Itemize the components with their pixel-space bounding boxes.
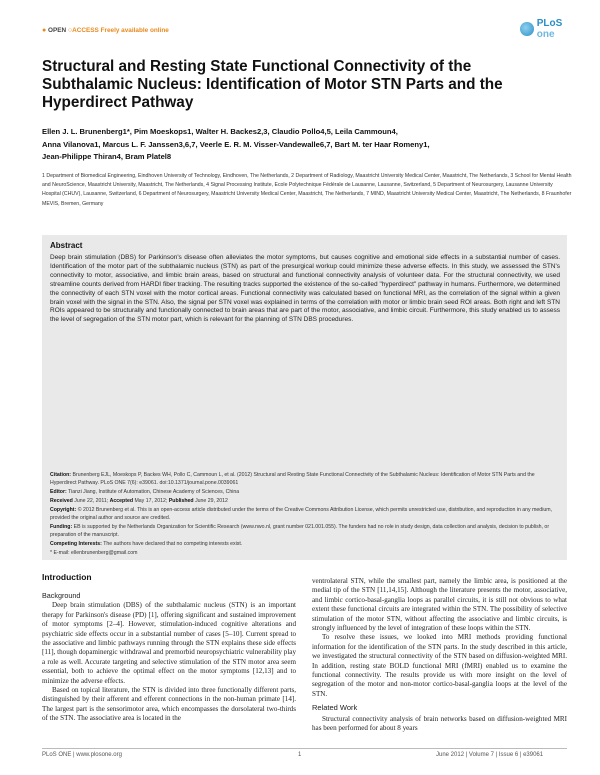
related-work-heading: Related Work [312,703,358,713]
footer-page-number: 1 [298,752,302,758]
competing-interests-label: Competing Interests: [50,540,102,547]
background-subheading: Background [42,591,81,600]
funding-label: Funding: [50,523,73,530]
intro-paragraph: Based on topical literature, the STN is divided into three functionally different parts, distinguished by their afferent and efferent connections in the non-human primate [14]. The largest part is the sensorimotor area, which encompasses the dorsolateral two-thirds of the STN. The associative area is located in the [42,686,296,723]
intro-paragraph: To resolve these issues, we looked into MRI methods providing functional information for the identification of the STN parts. In the study described in this article, we investigated the structural connectivity of the STN based on diffusion-weighted MRI. In addition, resting state BOLD functional MRI (fMRI) enabled us to examine the functional connectivity. The results provide us with more insight on the level of segregation of the motor and non-motor cortico-basal-ganglia loops at the level of the STN. [312,633,567,698]
copyright-text: © 2012 Brunenberg et al. This is an open-access article distributed under the terms of the Creative Commons Attribution License, which permits unrestricted use, distribution, and reproduction in any medium, provided the original author and source are credited. [50,507,552,521]
intro-paragraph: ventrolateral STN, while the smallest part, namely the limbic area, is positioned at the medial tip of the STN [11,14,15]. Although the literature presents the motor, associative, and limbic cortico-basal-ganglia loops as parallel circuits, it is still not obvious to what extent these functional circuits are integrated within the STN. The possibility of selective stimulation of the motor STN, without affecting the associative and limbic circuits, is strongly influenced by the level of integration of these loops within the STN. [312,577,567,633]
accepted-label: Accepted [109,497,134,504]
intro-paragraph: Deep brain stimulation (DBS) of the subthalamic nucleus (STN) is an important therapy for Parkinson's disease (PD) [1], offering significant and sustained improvement of motor symptoms [2–4]. However, stimulation-induced cognitive alterations and psychiatric side effects occur in a substantial number of cases [5–10]. Current spread to the associative and limbic pathways running through the STN explains these side effects [11], though dopaminergic withdrawal and premorbid neuropsychiatric vulnerability play a role as well. Accurate targeting and selective stimulation of the STN motor area seem essential, both to achieve the optimal effect on the motor symptoms [12,13] and to minimize the adverse effects. [42,601,296,685]
accepted-date: May 17, 2012; [134,497,168,504]
author-list [42,126,572,164]
related-work-paragraph: Structural connectivity analysis of brain networks based on diffusion-weighted MRI has been performed for about 8 years [312,714,567,733]
logo-one-text: one [536,29,555,40]
copyright-label: Copyright: [50,507,77,514]
authors-line: Jean-Philippe Thiran4, Bram Platel8 [42,152,172,161]
editor-label: Editor: [50,488,67,495]
published-label: Published [168,497,194,504]
affiliations: 1 Department of Biomedical Engineering, Eindhoven University of Technology, Eindhoven, The Netherlands, 2 Department of Radiology, Maastricht University Medical Center, Maastricht, The Netherlands, 3 School for Mental Health and NeuroScience, Maastricht University, Maastricht, The Netherlands, 4 Signal Processing Institute, Ecole Polytechnique Fédérale de Lausanne, Lausanne, Switzerland, 5 Department of Neurosurgery, Lausanne University Hospital (CHUV), Lausanne, Switzerland, 6 Department of Neurosurgery, Maastricht University Medical Center, Maastricht, The Netherlands, 7 MIND, Maastricht University Medical Center, Maastricht, The Netherlands, 8 Fraunhofer MEVIS, Bremen, Germany [42,173,572,207]
introduction-heading: Introduction [42,572,92,582]
competing-interests-text: The authors have declared that no competing interests exist. [103,540,243,547]
footer-divider [42,748,567,749]
left-column [42,591,296,724]
citation-text: Brunenberg EJL, Moeskops P, Backes WH, Pollo C, Cammoun L, et al. (2012) Structural and Resting State Functional Connectivity of the Subthalamic Nucleus: Identification of Motor STN Parts and the Hyperdirect Pathway. PLoS ONE 7(6): e39061. doi:10.1371/journal.pone.0039061 [50,472,535,486]
footer-issue: June 2012 | Volume 7 | Issue 6 | e39061 [436,752,544,758]
received-label: Received [50,497,73,504]
access-label: ACCESS [72,27,99,34]
corresponding-email: * E-mail: ellenbrunenberg@gmail.com [50,549,138,556]
logo-plos-text: PLoS [536,18,563,29]
authors-line: Ellen J. L. Brunenberg1*, Pim Moeskops1, Walter H. Backes2,3, Claudio Pollo4,5, Leila Cammoun4, [42,127,398,136]
article-title: Structural and Resting State Functional Connectivity of the Subthalamic Nucleus: Identification of Motor STN Parts and the Hyperdirect Pathway [42,58,503,111]
right-column [312,577,567,734]
authors-line: Anna Vilanova1, Marcus L. F. Janssen3,6,7, Veerle E. R. M. Visser-Vandewalle6,7, Bart M. ter Haar Romeny1, [42,139,430,149]
footer-journal: PLoS ONE | www.plosone.org [42,752,122,758]
freely-available-label: Freely available online [100,27,169,34]
published-date: June 29, 2012 [195,497,228,504]
citation-label: Citation: [50,472,72,478]
open-access-banner [42,27,169,34]
unlock-icon: ○ [67,27,73,34]
article-metadata [50,472,560,559]
funding-text: EB is supported by the Netherlands Organization for Scientific Research (www.nwo.nl, grant number 021.001.055). The funders had no role in study design, data collection and analysis, decision to publish, or preparation of the manuscript. [50,523,550,538]
journal-logo [520,20,582,38]
editor-text: Tianzi Jiang, Institute of Automation, Chinese Academy of Sciences, China [68,488,240,495]
abstract-heading: Abstract [50,241,83,250]
abstract-body: Deep brain stimulation (DBS) for Parkinson's disease often alleviates the motor symptoms, but causes cognitive and emotional side effects in a substantial number of cases. Identification of the motor part of the subthalamic nucleus (STN) as part of the presurgical workup could minimize these adverse effects. In this study, we assessed the STN's connectivity to motor, associative, and limbic brain areas, based on structural and functional connectivity analysis of volunteer data. For the structural connectivity, we used streamline counts derived from HARDI fiber tracking. The resulting tracks supported the existence of the so-called "hyperdirect" pathway in humans. Furthermore, we determined the connectivity of each STN voxel with the motor cortical areas. Functional connectivity was calculated based on functional MRI, as the correlation of the signal within a given brain voxel with the signal in the STN. Also, the signal per STN voxel was explained in terms of the correlation with motor or limbic brain seed ROI areas. Both right and left STN ROIs appeared to be structurally and functionally connected to brain areas that are part of the motor, associative, and limbic circuit. Furthermore, this study enabled us to assess the level of segregation of the STN motor part, which is relevant for the planning of STN DBS procedures. [50,254,560,324]
open-access-lock-icon: ● [42,27,47,34]
plos-globe-icon [520,22,534,36]
received-date: June 22, 2011; [74,497,109,504]
open-label: OPEN [48,27,67,34]
